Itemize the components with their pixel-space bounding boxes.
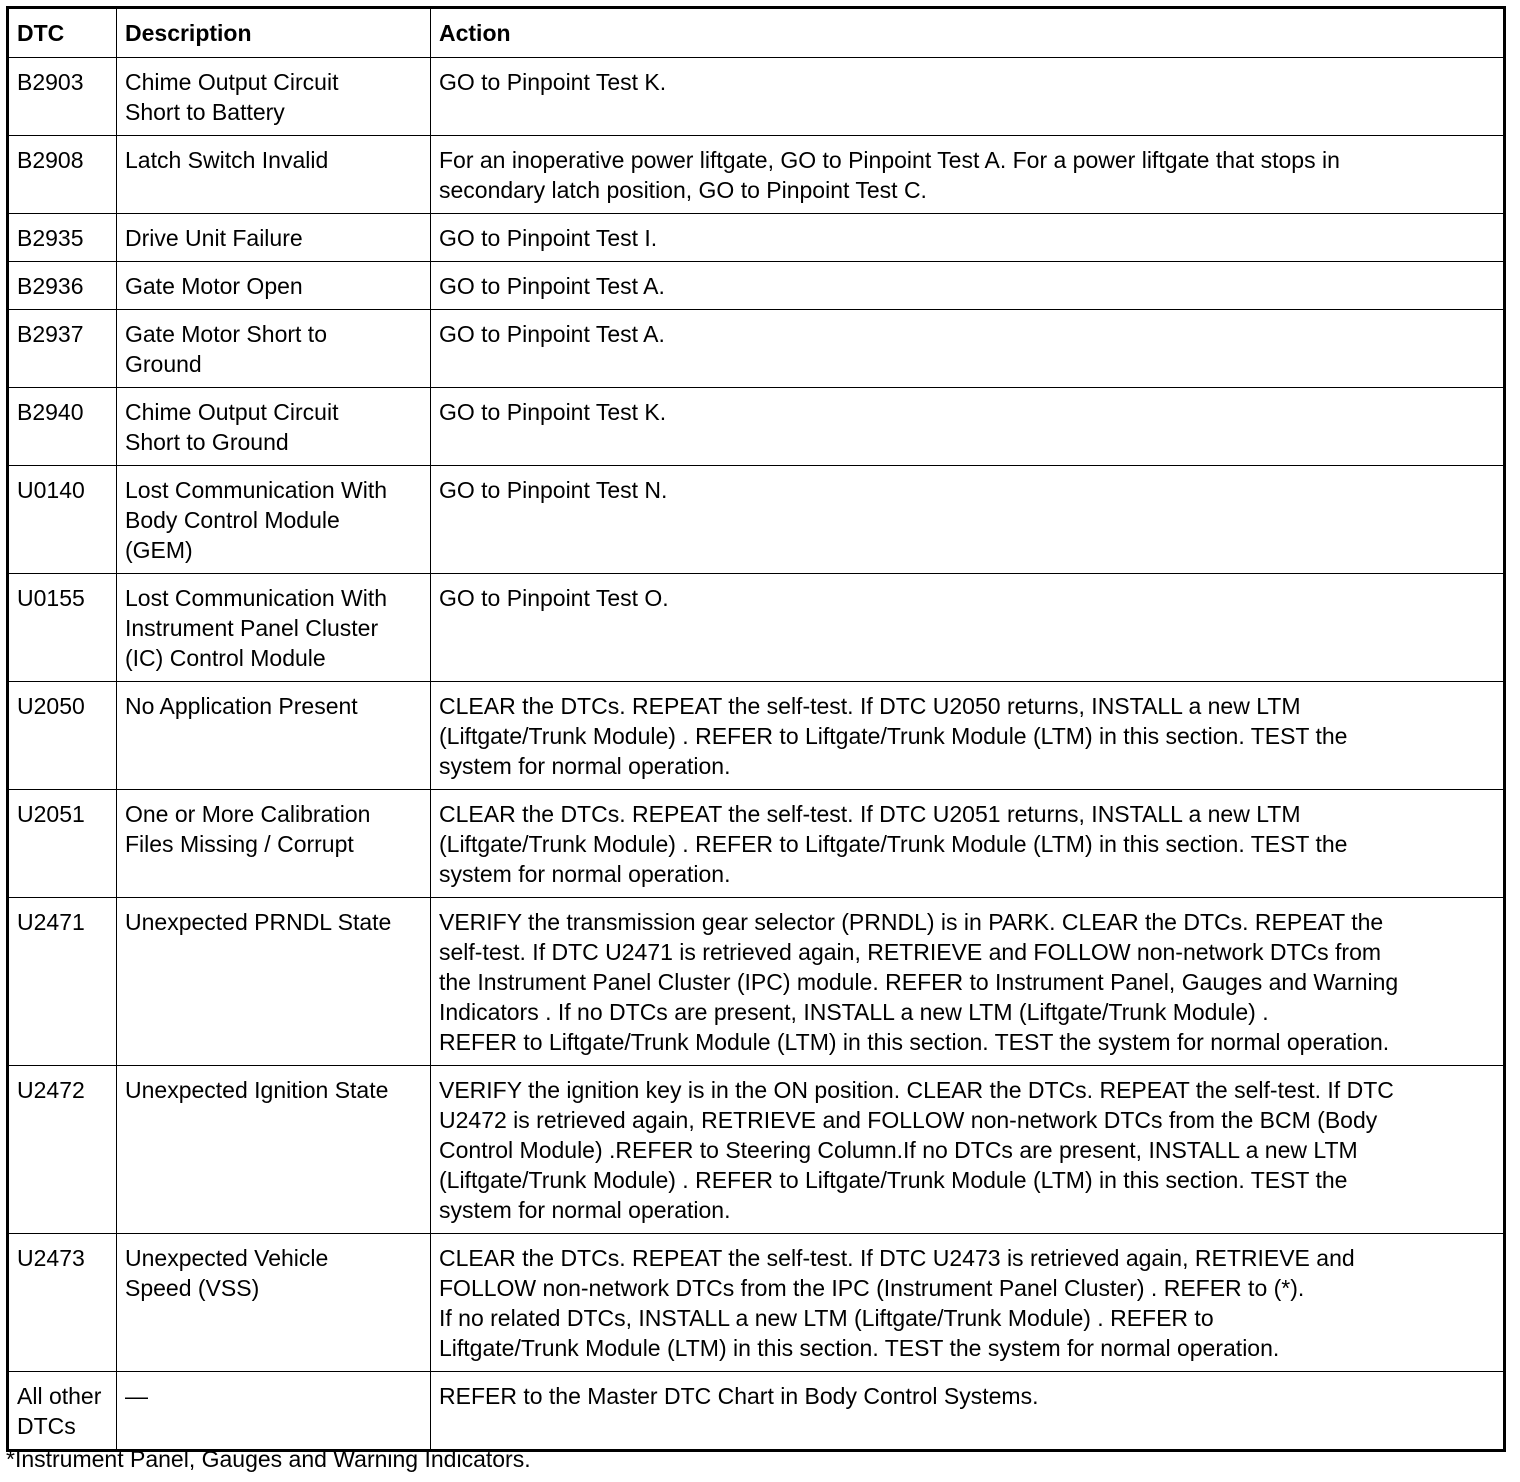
footnote: *Instrument Panel, Gauges and Warning Indicators. xyxy=(6,1446,531,1472)
action-cell: GO to Pinpoint Test K. xyxy=(431,388,1505,466)
description-cell: — xyxy=(117,1372,431,1451)
table-row xyxy=(8,310,1505,388)
table-header xyxy=(8,8,1505,58)
description-cell: Unexpected Ignition State xyxy=(117,1066,431,1234)
description-cell: Lost Communication With Body Control Module (GEM) xyxy=(117,466,431,574)
action-cell: GO to Pinpoint Test A. xyxy=(431,262,1505,310)
description-cell: Chime Output Circuit Short to Battery xyxy=(117,58,431,136)
description-cell: Latch Switch Invalid xyxy=(117,136,431,214)
action-cell: REFER to the Master DTC Chart in Body Control Systems. xyxy=(431,1372,1505,1451)
dtc-code-cell: U0155 xyxy=(8,574,117,682)
dtc-code-cell: B2940 xyxy=(8,388,117,466)
header-dtc: DTC xyxy=(8,8,117,58)
table-body xyxy=(8,58,1505,1451)
table-row xyxy=(8,1234,1505,1372)
description-cell: Drive Unit Failure xyxy=(117,214,431,262)
dtc-code-cell: U2471 xyxy=(8,898,117,1066)
dtc-code-cell: B2937 xyxy=(8,310,117,388)
dtc-code-cell: U2473 xyxy=(8,1234,117,1372)
dtc-code-cell: U2472 xyxy=(8,1066,117,1234)
action-cell: For an inoperative power liftgate, GO to Pinpoint Test A. For a power liftgate that stops in secondary latch position, GO to Pinpoint Test C. xyxy=(431,136,1505,214)
description-cell: Chime Output Circuit Short to Ground xyxy=(117,388,431,466)
action-cell: VERIFY the transmission gear selector (PRNDL) is in PARK. CLEAR the DTCs. REPEAT the self-test. If DTC U2471 is retrieved again, RETRIEVE and FOLLOW non-network DTCs from the Instrument Panel Cluster (IPC) module. REFER to Instrument Panel, Gauges and Warning Indicators . If no DTCs are present, INSTALL a new LTM (Liftgate/Trunk Module) . REFER to Liftgate/Trunk Module (LTM) in this section. TEST the system for normal operation. xyxy=(431,898,1505,1066)
table-row xyxy=(8,466,1505,574)
dtc-code-cell: B2908 xyxy=(8,136,117,214)
action-cell: VERIFY the ignition key is in the ON position. CLEAR the DTCs. REPEAT the self-test. If DTC U2472 is retrieved again, RETRIEVE and FOLLOW non-network DTCs from the BCM (Body Control Module) .REFER to Steering Column.If no DTCs are present, INSTALL a new LTM (Liftgate/Trunk Module) . REFER to Liftgate/Trunk Module (LTM) in this section. TEST the system for normal operation. xyxy=(431,1066,1505,1234)
description-cell: Gate Motor Open xyxy=(117,262,431,310)
table-row xyxy=(8,682,1505,790)
table-row xyxy=(8,58,1505,136)
table-row xyxy=(8,1066,1505,1234)
action-cell: GO to Pinpoint Test I. xyxy=(431,214,1505,262)
dtc-code-cell: U2051 xyxy=(8,790,117,898)
description-cell: One or More Calibration Files Missing / Corrupt xyxy=(117,790,431,898)
table-row xyxy=(8,574,1505,682)
action-cell: CLEAR the DTCs. REPEAT the self-test. If DTC U2050 returns, INSTALL a new LTM (Liftgate/Trunk Module) . REFER to Liftgate/Trunk Module (LTM) in this section. TEST the system for normal operation. xyxy=(431,682,1505,790)
description-cell: Lost Communication With Instrument Panel Cluster (IC) Control Module xyxy=(117,574,431,682)
header-action: Action xyxy=(431,8,1505,58)
dtc-code-cell: B2935 xyxy=(8,214,117,262)
action-cell: CLEAR the DTCs. REPEAT the self-test. If DTC U2473 is retrieved again, RETRIEVE and FOLLOW non-network DTCs from the IPC (Instrument Panel Cluster) . REFER to (*). If no related DTCs, INSTALL a new LTM (Liftgate/Trunk Module) . REFER to Liftgate/Trunk Module (LTM) in this section. TEST the system for normal operation. xyxy=(431,1234,1505,1372)
description-cell: No Application Present xyxy=(117,682,431,790)
action-cell: GO to Pinpoint Test A. xyxy=(431,310,1505,388)
action-cell: CLEAR the DTCs. REPEAT the self-test. If DTC U2051 returns, INSTALL a new LTM (Liftgate/Trunk Module) . REFER to Liftgate/Trunk Module (LTM) in this section. TEST the system for normal operation. xyxy=(431,790,1505,898)
table-row xyxy=(8,388,1505,466)
action-cell: GO to Pinpoint Test O. xyxy=(431,574,1505,682)
dtc-table xyxy=(6,6,1506,1452)
table-row xyxy=(8,790,1505,898)
dtc-code-cell: U0140 xyxy=(8,466,117,574)
dtc-code-cell: B2936 xyxy=(8,262,117,310)
header-row xyxy=(8,8,1505,58)
header-description: Description xyxy=(117,8,431,58)
action-cell: GO to Pinpoint Test N. xyxy=(431,466,1505,574)
dtc-code-cell: All other DTCs xyxy=(8,1372,117,1451)
dtc-code-cell: B2903 xyxy=(8,58,117,136)
action-cell: GO to Pinpoint Test K. xyxy=(431,58,1505,136)
table-row xyxy=(8,898,1505,1066)
description-cell: Unexpected PRNDL State xyxy=(117,898,431,1066)
dtc-code-cell: U2050 xyxy=(8,682,117,790)
table-row xyxy=(8,262,1505,310)
description-cell: Gate Motor Short to Ground xyxy=(117,310,431,388)
description-cell: Unexpected Vehicle Speed (VSS) xyxy=(117,1234,431,1372)
table-row xyxy=(8,214,1505,262)
table-row xyxy=(8,1372,1505,1451)
table-row xyxy=(8,136,1505,214)
